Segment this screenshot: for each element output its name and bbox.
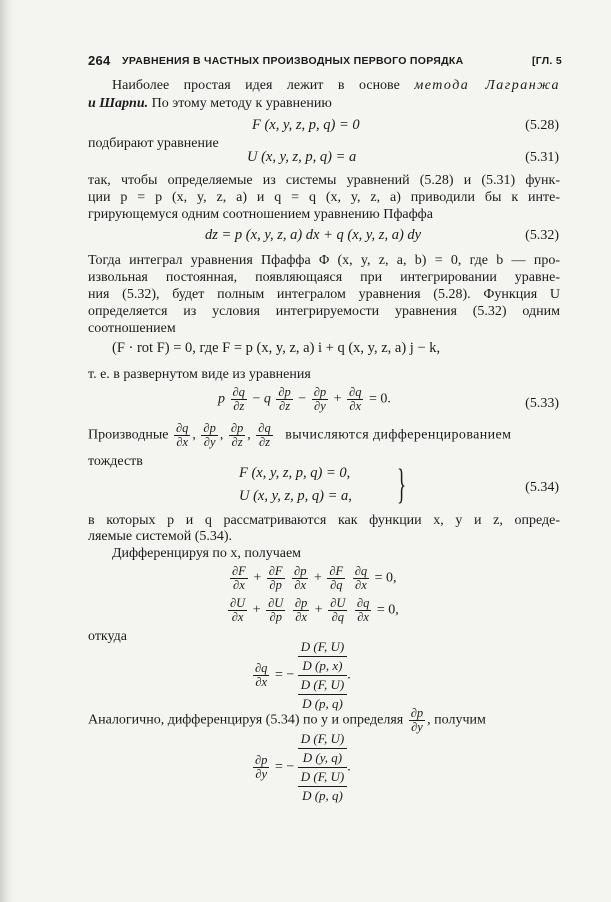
method-name: метода Лагранжа	[414, 78, 561, 93]
text-line: Производные $\frac{\partial q}{\partial x}$ , $\frac{\partial p}{\partial y}$ , $\frac{\partial p}{\partial z}$ , $\frac{\partial q}{\partial z}$ вычисляются дифференцированием	[88, 421, 512, 449]
equation-number: (5.32)	[525, 228, 559, 243]
text-line: тождеств	[88, 454, 143, 469]
text-line: Дифференцируя по x, получаем	[112, 546, 302, 561]
text-line: ляемые системой (5.34).	[88, 529, 233, 544]
equation-number: (5.33)	[525, 396, 559, 411]
equation-dq-dx: $\frac{\partial q}{\partial x}$ = − D (F, U) D (p, x) D (F, U) D (p, q) .	[255, 639, 351, 711]
text-line: Тогда интеграл уравнения Пфаффа Φ (x, y, z, a, b) = 0, где b — про-	[88, 253, 560, 268]
right-brace: }	[397, 462, 407, 508]
equation-dU: $\frac{\partial U}{\partial x}$ + $\frac{\partial U}{\partial p}$ $\frac{\partial p}{\partial x}$ + $\frac{\partial U}{\partial q}$ $\frac{\partial q}{\partial x}$ = 0,	[230, 596, 399, 624]
text-line: ции p = p (x, y, z, a) и q = q (x, y, z, a) приводили бы к инте-	[88, 190, 560, 205]
text-line: определяется из условия интегрируемости уравнения (5.32) одним	[88, 304, 560, 319]
text-line: откуда	[88, 629, 127, 644]
text-line: Аналогично, дифференцируя (5.34) по y и определяя $\frac{\partial p}{\partial y}$ , получим	[88, 706, 486, 734]
text-line: грирующемуся одним соотношением уравнению Пфаффа	[88, 207, 433, 222]
method-name: и Шарпи.	[88, 96, 149, 111]
equation-dF: $\frac{\partial F}{\partial x}$ + $\frac{\partial F}{\partial p}$ $\frac{\partial p}{\partial x}$ + $\frac{\partial F}{\partial q}$ $\frac{\partial q}{\partial x}$ = 0,	[232, 564, 397, 592]
equation-5-33: p $\frac{\partial q}{\partial z}$ − q $\frac{\partial p}{\partial z}$ − $\frac{\partial p}{\partial y}$ + $\frac{\partial q}{\partial x}$ = 0.	[218, 385, 391, 413]
page-number: 264	[88, 53, 111, 68]
text-line: подбирают уравнение	[88, 136, 219, 151]
text-line: т. е. в развернутом виде из уравнения	[88, 367, 311, 382]
equation-dp-dy: $\frac{\partial p}{\partial y}$ = − D (F, U) D (y, q) D (F, U) D (p, q) .	[255, 731, 351, 803]
equation-number: (5.34)	[525, 480, 559, 495]
equation-5-32: dz = p (x, y, z, a) dx + q (x, y, z, a) dy	[205, 227, 422, 243]
text-line	[88, 95, 560, 112]
text-line: соотношением	[88, 321, 176, 336]
equation-rot: (F · rot F) = 0, где F = p (x, y, z, a) i + q (x, y, z, a) j − k,	[112, 340, 441, 356]
equation-number: (5.28)	[525, 118, 559, 133]
text-line	[88, 77, 560, 94]
equation-5-28: F (x, y, z, p, q) = 0	[252, 117, 360, 133]
running-title: УРАВНЕНИЯ В ЧАСТНЫХ ПРОИЗВОДНЫХ ПЕРВОГО ПОРЯДКА	[122, 55, 464, 67]
system-row-1: F (x, y, z, p, q) = 0,	[239, 465, 351, 481]
running-header	[88, 53, 562, 71]
equation-5-31: U (x, y, z, p, q) = a	[247, 149, 357, 165]
chapter-marker: [ГЛ. 5	[531, 55, 562, 67]
text-span: Наиболее простая идея лежит в основе	[112, 78, 400, 93]
system-row-2: U (x, y, z, p, q) = a,	[239, 488, 352, 504]
text-line: так, чтобы определяемые из системы уравнений (5.28) и (5.31) функ-	[88, 173, 560, 188]
text-line: в которых p и q рассматриваются как функции x, y и z, опреде-	[88, 513, 560, 528]
text-line: извольная постоянная, появляющаяся при интегрировании уравне-	[88, 270, 560, 285]
text-line: ния (5.32), будет полным интегралом уравнения (5.28). Функция U	[88, 287, 560, 302]
page-binding-shadow	[0, 0, 14, 902]
text-span: По этому методу к уравнению	[151, 96, 332, 111]
equation-number: (5.31)	[525, 150, 559, 165]
